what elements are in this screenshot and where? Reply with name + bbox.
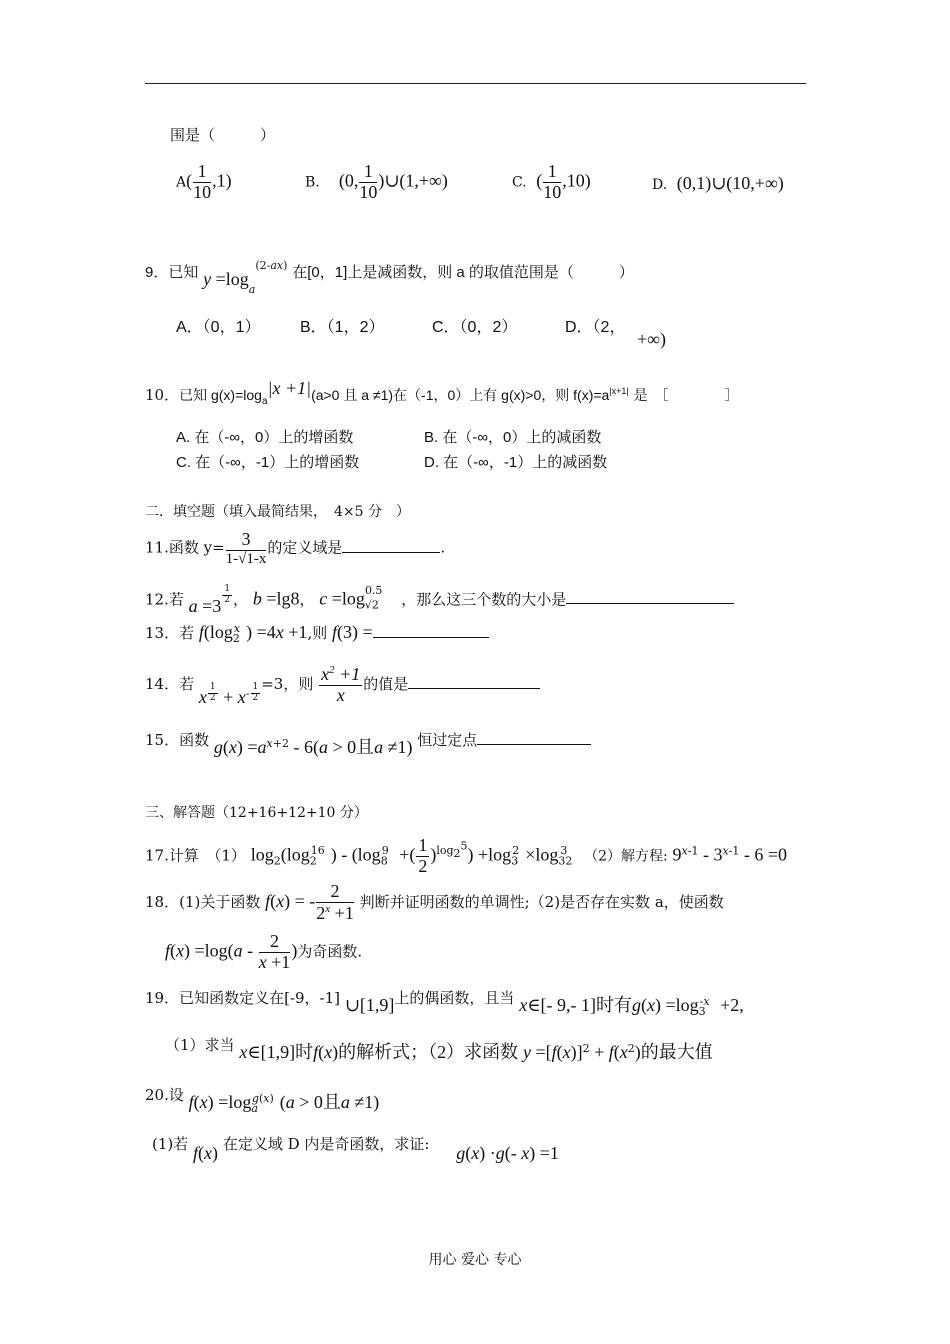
q10-option-c: C. 在（-∞，-1）上的增函数 — [176, 454, 360, 471]
q8-tail-text: 围是（ ） — [170, 126, 276, 144]
q10-option-b: B. 在（-∞，0）上的减函数 — [424, 429, 602, 446]
q9-option-d: D．（2， — [565, 319, 626, 336]
q10-option-d: D. 在（-∞，-1）上的减函数 — [424, 454, 608, 471]
q19-line1: 19．已知函数定义在[-9，-1] ∪[1,9]上的偶函数，且当 x∈[- 9,- 1]时有$g(x) =\log_3^{-x} +2$, — [145, 989, 744, 1018]
q15-stem: 15．函数 $g(x) =a^{x+2} - 6(a > 0$且a ≠1) 恒过定点 — [145, 730, 591, 748]
q14-stem: 14．若 x $^{\frac{1}{2}}$ + $x^{- \frac{1}{2}}$ =3，则 $\frac{x^2 +1}{x}$ 的值是 — [145, 664, 540, 706]
q9-option-a: A．（0，1） — [176, 319, 261, 336]
q13-stem: 13．若 $f(\log_2^x$ ) =4x +1,则 f(3) = — [145, 623, 489, 644]
q20-part1: (1)若 f(x) 在定义域 D 内是奇函数，求证: g(x) ·g(- x) =1 — [152, 1135, 559, 1163]
section3-title: 三、解答题（12+16+12+10 分） — [145, 805, 368, 821]
q9-stem: 9．已知 $y =\log_a^{(2-ax)}$ 在[0，1]上是减函数，则 a 的取值范围是（ ） — [145, 259, 634, 296]
q11-stem: 11.函数 y= $\frac{3}{1-√1-x}$ 的定义域是 . — [145, 529, 446, 567]
q18-line1: 18．(1)关于函数 f(x) = - $\frac{2}{2^x +1}$ 判断并证明函数的单调性;（2)是否存在实数 a，使函数 — [145, 881, 724, 923]
q17-stem: 17.计算 （1） $\log_2(\log_2^{16}$ ) - ($\log_8^9$ +( $\frac{1}{2}$ )$^{log_2^5}) +\log_3^2 \times\log_{32}^3$ （2）解方程: 9$^{x-1}$ - 3$^{x-1}$ - 6 =0 — [145, 835, 788, 876]
q18-line2: f(x) =log(a - $\frac{2}{x +1}$ )为奇函数. — [165, 931, 363, 972]
q12-stem: 12.若 a =3 $^{\frac{1}{2}}$ ， b =lg8， $c =\log_{√2}^{0.5}$ ，那么这三个数的大小是 — [145, 585, 734, 610]
q8-option-a: A( $\frac{1}{10}$ ,1) — [176, 161, 232, 202]
q8-option-b: B. (0, $\frac{1}{10}$ )∪(1,+∞) — [305, 161, 448, 202]
q9-option-b: B．（1，2） — [300, 319, 385, 336]
header-rule — [145, 83, 806, 84]
section2-title: 二．填空题（填入最简结果， 4×5 分 ） — [145, 504, 410, 520]
q10-stem: 10．已知 $g(x)=\log_a|x +1|(a>0$ 且 a ≠1)在（-1，0）上有 g(x)>0，则 $f(x)=a^{|x+1|}$ 是 ［ ］ — [145, 378, 739, 407]
q9-option-c: C．（0，2） — [432, 319, 518, 336]
q8-option-c: C. ( $\frac{1}{10}$ ,10) — [512, 161, 591, 202]
q9-option-d-tail: +∞) — [637, 329, 666, 349]
q20-stem: 20.设 $f(x) =\log_a^{g(x)}$ (a > 0且a ≠1) — [145, 1086, 380, 1115]
page-footer: 用心 爱心 专心 — [428, 1252, 522, 1268]
q19-line2: （1）求当 x∈[1,9]时f(x)的解析式；（2）求函数 $y =[f(x)]^2 + f(x^2)$的最大值 — [165, 1036, 713, 1062]
q10-option-a: A. 在（-∞，0）上的增函数 — [176, 429, 354, 446]
q8-option-d: D. (0,1)∪(10,+∞) — [652, 173, 784, 193]
